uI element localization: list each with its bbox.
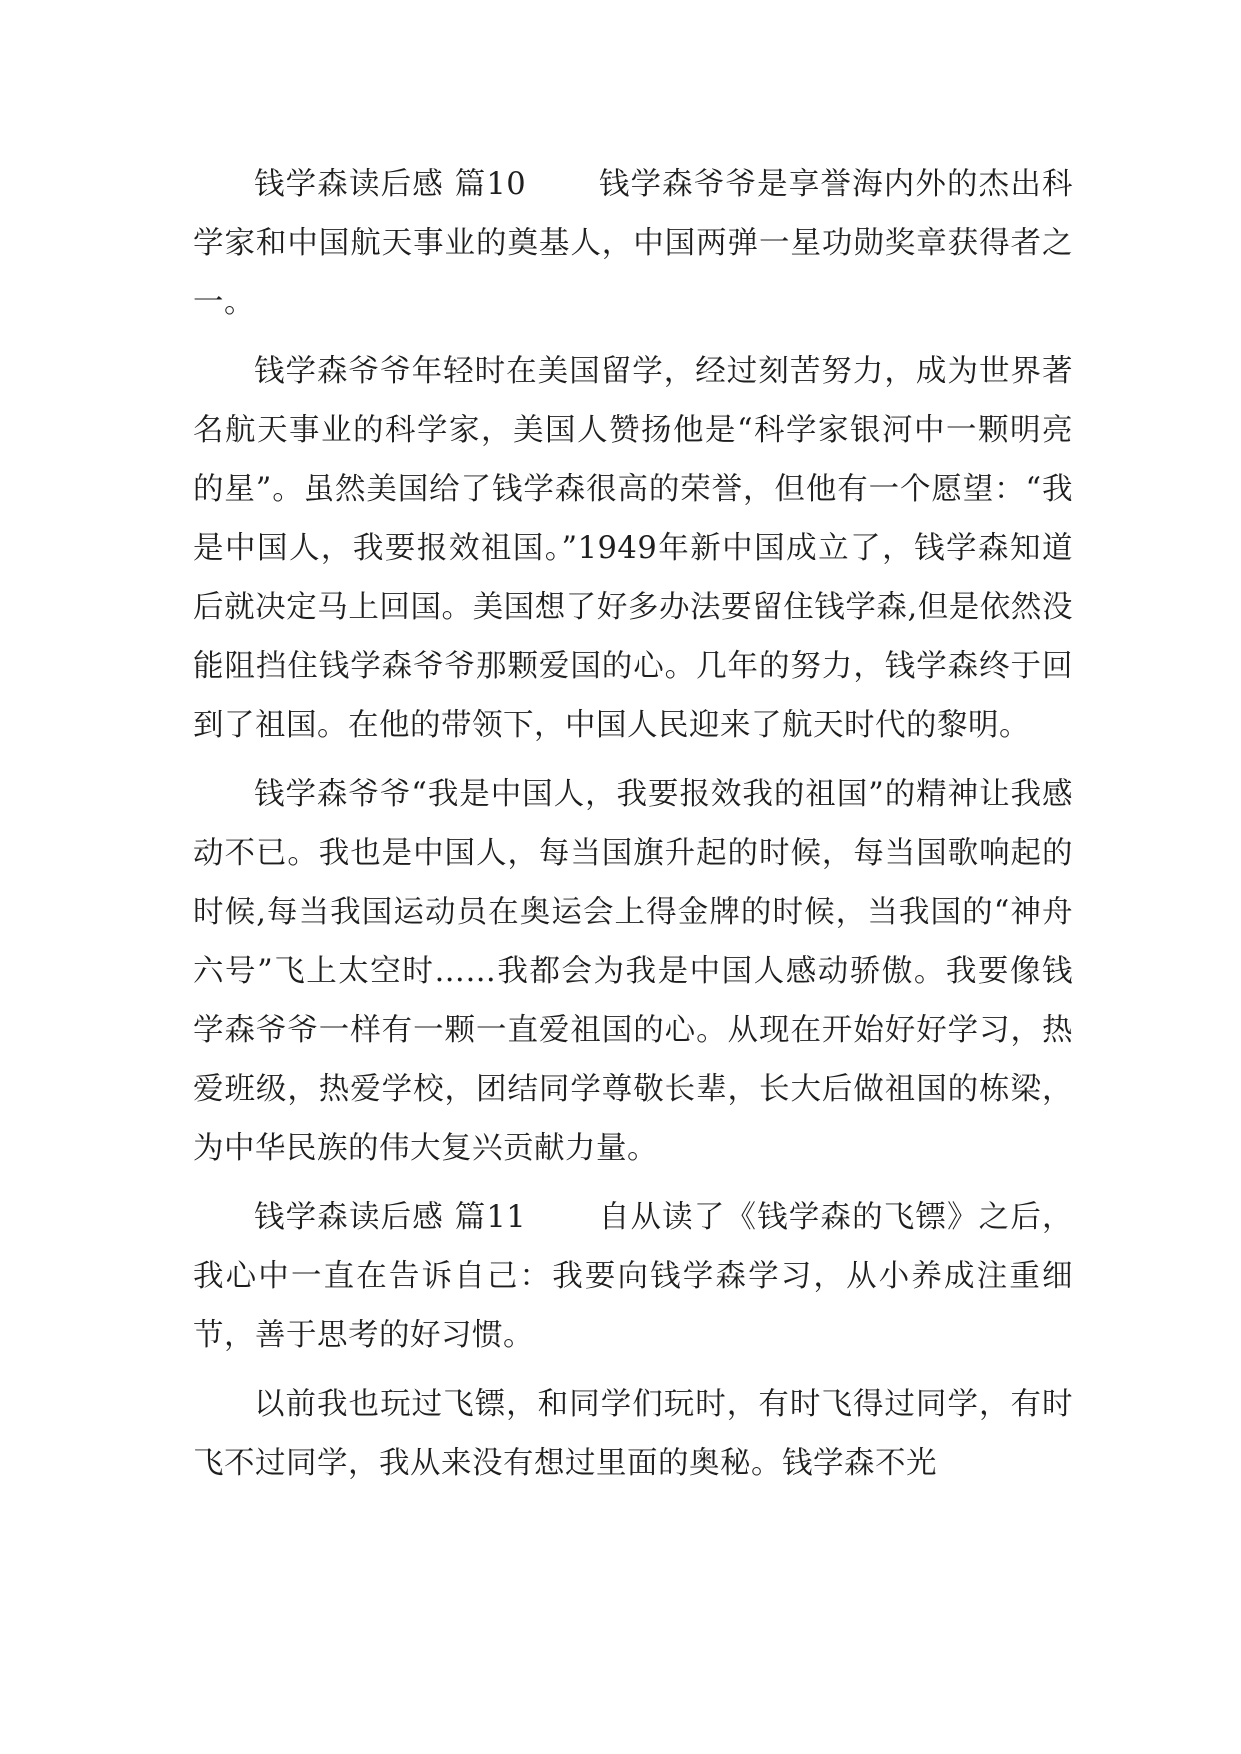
section-10-first-paragraph <box>193 155 1073 332</box>
article-body <box>193 155 1073 1503</box>
section-10-paragraph-2: 钱学森爷爷年轻时在美国留学，经过刻苦努力，成为世界著名航天事业的科学家，美国人赞扬他是“科学家银河中一颗明亮的星”。虽然美国给了钱学森很高的荣誉，但他有一个愿望：“我是中国人，我要报效祖国。”1949年新中国成立了，钱学森知道后就决定马上回国。美国想了好多办法要留住钱学森,但是依然没能阻挡住钱学森爷爷那颗爱国的心。几年的努力，钱学森终于回到了祖国。在他的带领下，中国人民迎来了航天时代的黎明。 <box>193 354 1073 743</box>
section-10-heading: 钱学森读后感 篇10 <box>254 167 527 202</box>
section-10-paragraph-3: 钱学森爷爷“我是中国人，我要报效我的祖国”的精神让我感动不已。我也是中国人，每当国旗升起的时候，每当国歌响起的时候,每当我国运动员在奥运会上得金牌的时候，当我国的“神舟六号”飞上太空时……我都会为我是中国人感动骄傲。我要像钱学森爷爷一样有一颗一直爱祖国的心。从现在开始好好学习，热爱班级，热爱学校，团结同学尊敬长辈，长大后做祖国的栋梁，为中华民族的伟大复兴贡献力量。 <box>193 777 1073 1166</box>
section-11-paragraph-1: 自从读了《钱学森的飞镖》之后，我心中一直在告诉自己：我要向钱学森学习，从小养成注重细节，善于思考的好习惯。 <box>193 1200 1073 1353</box>
section-11-heading: 钱学森读后感 篇11 <box>254 1200 527 1235</box>
section-11-first-paragraph <box>193 1188 1073 1365</box>
section-11-paragraph-2: 以前我也玩过飞镖，和同学们玩时，有时飞得过同学，有时飞不过同学，我从来没有想过里面的奥秘。钱学森不光 <box>193 1387 1073 1481</box>
section-10-paragraph-1: 钱学森爷爷是享誉海内外的杰出科学家和中国航天事业的奠基人，中国两弹一星功勋奖章获得者之一。 <box>193 167 1073 320</box>
